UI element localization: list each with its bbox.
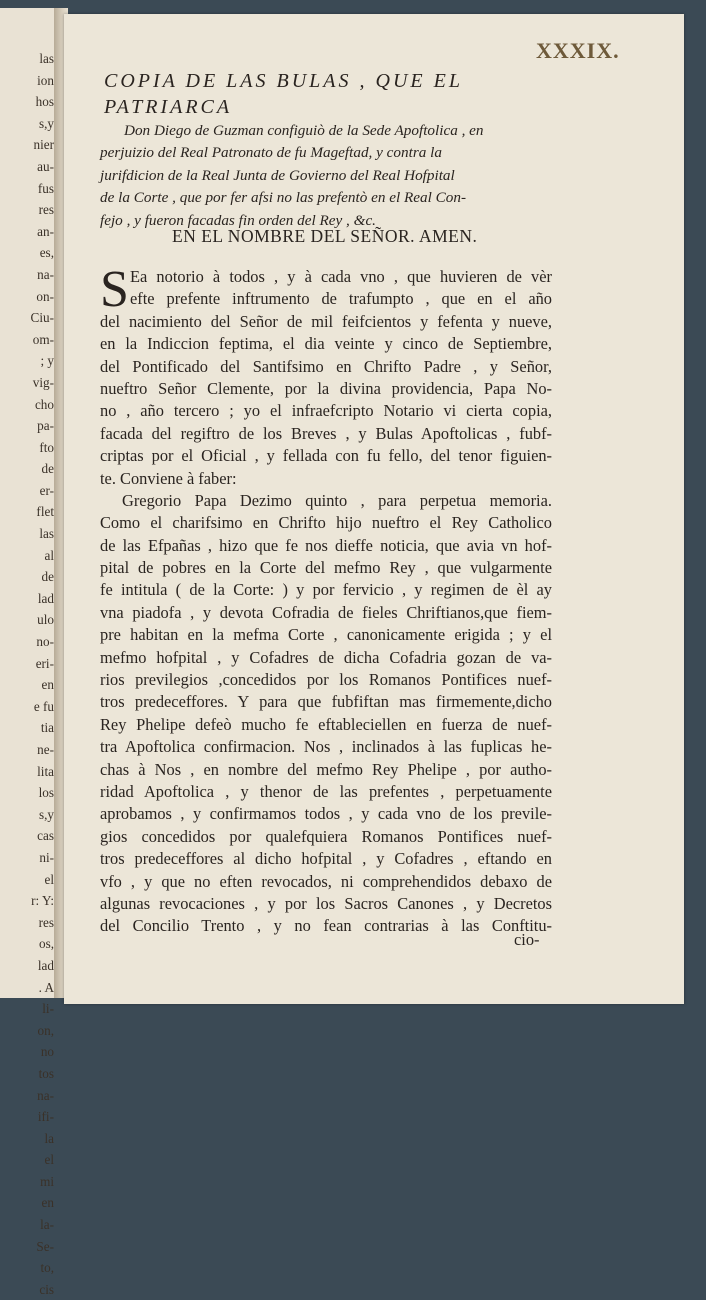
margin-fragment: de [41, 569, 54, 585]
margin-fragment: cis [39, 1281, 54, 1297]
heading-line: jurifdicion de la Real Junta de Govierno del Real Hofpital [100, 166, 455, 184]
margin-fragment: lita [37, 763, 54, 779]
margin-fragment: Se- [36, 1238, 54, 1254]
body-line: mefmo hofpital , y Cofadres de dicha Cofadria gozan de va- [100, 647, 552, 667]
margin-fragment: tia [40, 720, 54, 736]
body-line: aprobamos , y confirmamos todos , y cada vno de los previle- [100, 804, 552, 824]
margin-fragment: no- [36, 634, 54, 650]
drop-capital: S [100, 261, 129, 318]
margin-fragment: li- [42, 1001, 54, 1017]
margin-fragment: res [38, 202, 54, 218]
margin-fragment: s,y [38, 806, 54, 822]
body-line: del nacimiento del Señor de mil feifcientos y fefenta y nueve, [100, 311, 552, 331]
body-line: gios concedidos por qualefquiera Romanos Pontifices nuef- [100, 826, 552, 846]
margin-fragment: cho [34, 396, 54, 412]
margin-fragment: os, [38, 936, 54, 952]
body-line: criptas por el Oficial , y fellada con fu fello, del tenor figuien- [100, 446, 552, 466]
heading-line: Don Diego de Guzman configuiò de la Sede Apoftolica , en [124, 122, 484, 139]
body-line: tros predeceffores al dicho hofpital , y Cofadres , eftando en [100, 849, 552, 869]
body-line: algunas revocaciones , y por los Sacros Canones , y Decretos [100, 893, 552, 913]
body-line: pre habitan en la mefma Corte , canonicamente erigida ; y el [100, 625, 552, 645]
margin-fragment: fus [37, 180, 54, 196]
body-line: de las Efpañas , hizo que fe nos dieffe noticia, que avia vn hof- [100, 535, 552, 555]
margin-fragment: mi [40, 1173, 54, 1189]
margin-fragment: la- [40, 1217, 54, 1233]
body-line: Como el charifsimo en Chrifto hijo nueftro el Rey Catholico [100, 513, 552, 533]
body-line: vfo , y que no eften revocados, ni comprehendidos debaxo de [100, 871, 552, 891]
margin-fragment: om- [32, 331, 54, 347]
margin-fragment: ; y [40, 353, 54, 369]
body-line: Gregorio Papa Dezimo quinto , para perpetua memoria. [122, 490, 552, 510]
margin-fragment: to, [40, 1260, 54, 1276]
margin-fragment: el [44, 1152, 54, 1168]
margin-fragment: r: Y: [31, 893, 54, 909]
margin-fragment: on- [36, 288, 54, 304]
margin-fragment: er- [39, 482, 54, 498]
margin-fragment: s,y [38, 115, 54, 131]
margin-fragment: la [44, 1130, 54, 1146]
body-line: chas à Nos , en nombre del mefmo Rey Phelipe , por autho- [100, 759, 552, 779]
body-line: no , año tercero ; yo el infraefcripto Notario vi cierta copia, [100, 401, 552, 421]
margin-fragment: res [38, 914, 54, 930]
body-line: nueftro Señor Clemente, por la divina providencia, Papa No- [100, 378, 552, 398]
body-line: Ea notorio à todos , y à cada vno , que huvieren de vèr [130, 267, 552, 286]
margin-fragment: hos [35, 94, 54, 110]
body-line: Rey Phelipe defeò mucho fe eftableciellen en fuerza de nuef- [100, 714, 552, 734]
body-line: rios previlegios ,concedidos por los Romanos Pontifices nuef- [100, 670, 552, 690]
heading-line: de la Corte , que por fer afsi no las prefentò en el Real Con- [100, 189, 466, 207]
margin-fragment: ion [37, 72, 54, 88]
margin-fragment: ne- [37, 742, 54, 757]
body-line: efte prefente inftrumento de trafumpto , que en el año [130, 289, 552, 309]
body-line: facada del regiftro de los Breves , y Bulas Apoftolicas , fubf- [100, 423, 552, 443]
body-line: en la Indiccion feptima, el dia veinte y cinco de Septiembre, [100, 334, 552, 354]
margin-fragment: e fu [33, 698, 54, 714]
body-line: te. Conviene à faber: [100, 468, 237, 488]
margin-fragment: pa- [37, 418, 54, 434]
margin-fragment: ifi- [37, 1109, 54, 1125]
margin-fragment: es, [39, 245, 54, 261]
heading-line: perjuizio del Real Patronato de fu Mageftad, y contra la [100, 144, 442, 162]
body-line: ridad Apoftolica , y thenor de las prefentes , perpetuamente [100, 781, 552, 801]
body-line: vna piadofa , y devota Cofradia de fieles Chriftianos,que fiem- [100, 602, 552, 622]
margin-fragment: en [41, 677, 54, 693]
margin-fragment: na- [37, 1087, 54, 1103]
folio-number: XXXIX. [536, 38, 620, 63]
margin-fragment: el [44, 871, 54, 887]
margin-fragment: lad [37, 590, 54, 606]
margin-fragment: nier [33, 137, 54, 153]
heading-title-line: COPIA DE LAS BULAS , QUE EL PATRIARCA [104, 70, 463, 118]
margin-fragment: au- [37, 158, 54, 174]
heading-line: fejo , y fueron facadas fin orden del Rey , &c. [100, 211, 376, 229]
margin-fragment: an- [37, 223, 54, 239]
margin-fragment: Ciu- [30, 310, 54, 326]
margin-fragment: de [41, 461, 54, 477]
margin-fragment: on, [37, 1022, 54, 1038]
section-subheading: EN EL NOMBRE DEL SEÑOR. AMEN. [172, 226, 478, 246]
margin-fragment: eri- [35, 655, 54, 671]
document-heading [100, 68, 570, 232]
margin-fragment: vig- [32, 374, 54, 390]
margin-fragment: fto [39, 439, 54, 455]
margin-fragment: tos [38, 1065, 54, 1081]
catchword: cio- [514, 930, 540, 949]
margin-fragment: cas [37, 828, 54, 844]
margin-fragment: las [39, 51, 54, 66]
body-line: del Concilio Trento , y no fean contrarias à las Conftitu- [100, 916, 552, 936]
margin-fragment: na- [37, 266, 54, 282]
margin-fragment: en [41, 1195, 54, 1211]
body-line: del Pontificado del Santifsimo en Chrifto Padre , y Señor, [100, 356, 552, 376]
body-line: tros predeceffores. Y para que fubfiftan mas firmemente,dicho [100, 692, 552, 712]
margin-fragment: los [38, 785, 54, 801]
margin-fragment: lad [37, 957, 54, 973]
margin-fragment: . A [38, 979, 54, 995]
margin-fragment: ulo [37, 612, 54, 628]
margin-fragment: las [39, 526, 54, 542]
body-line: tra Apoftolica confirmacion. Nos , inclinados à las fuplicas he- [100, 737, 552, 757]
body-line: fe intitula ( de la Corte: ) y por fervicio , y regimen de èl ay [100, 580, 552, 600]
margin-fragment: al [44, 547, 54, 563]
margin-fragment: flet [36, 504, 54, 520]
margin-fragment: ni- [39, 849, 54, 865]
body-text [100, 261, 552, 938]
body-line: pital de pobres en la Corte del mefmo Rey , que vulgarmente [100, 558, 552, 578]
facing-page-text-fragments [31, 48, 54, 1300]
margin-fragment: no [40, 1044, 54, 1060]
